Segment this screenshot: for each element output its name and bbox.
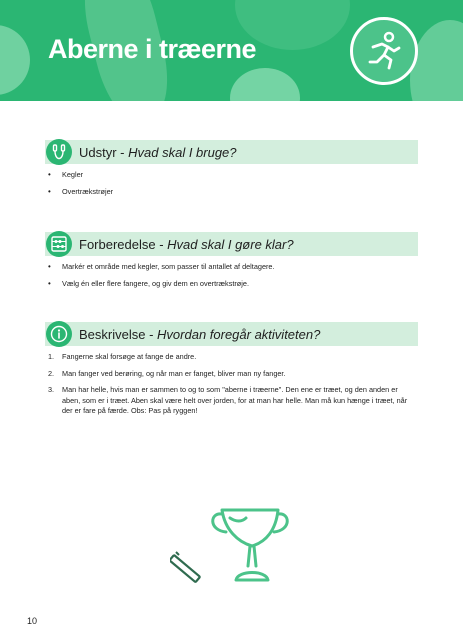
jump-rope-icon	[46, 139, 72, 165]
section-title-text: Beskrivelse -	[79, 327, 158, 342]
list-item	[48, 385, 418, 417]
section-title-text: Udstyr -	[79, 145, 129, 160]
list-item-number: 2.	[48, 368, 55, 378]
list-item: • Vælg én eller flere fangere, og giv dem en overtrækstrøje.	[48, 275, 275, 292]
section-subtitle-text: Hvad skal I gøre klar?	[167, 237, 294, 252]
decorative-shape	[230, 68, 300, 101]
trophy-icon	[213, 510, 288, 580]
page-number: 10	[27, 616, 38, 626]
list-item-text: Man har helle, hvis man er sammen to og to som "aberne i træerne". Den ene er træet, og den anden er aben, som er i træet. Aben skal være helt over jorden, for at man har helle. Man må kun hænge i træet, når der er fare på færde. Obs: Pas på ryggen!	[62, 385, 408, 415]
section-title-beskrivelse	[79, 327, 320, 342]
section-title-text: Forberedelse -	[79, 237, 168, 252]
section-subtitle-text: Hvad skal I bruge?	[128, 145, 237, 160]
list-item	[48, 369, 418, 380]
pencil-icon	[170, 552, 200, 582]
section-subtitle-text: Hvordan foregår aktiviteten?	[157, 327, 321, 342]
list-item-number: 3.	[48, 385, 55, 394]
header-banner	[0, 0, 463, 101]
info-icon	[46, 321, 72, 347]
abacus-icon	[46, 231, 72, 257]
decorative-shape	[410, 20, 463, 101]
list-item: • Markér et område med kegler, som passer til antallet af deltagere.	[48, 258, 275, 275]
section-title-forberedelse	[79, 237, 294, 252]
list-item: • Overtrækstrøjer	[48, 183, 113, 200]
preparation-list	[48, 258, 275, 292]
trophy-illustration	[170, 500, 300, 590]
page-title: Aberne i træerne	[48, 34, 257, 64]
list-item-number: 1.	[48, 352, 55, 361]
decorative-shape	[0, 25, 30, 95]
description-list	[48, 352, 418, 423]
list-item: • Kegler	[48, 166, 113, 183]
list-item-text: Man fanger ved berøring, og når man er fanget, bliver man ny fanger.	[62, 368, 286, 378]
section-title-udstyr	[79, 145, 237, 160]
list-item-text: Fangerne skal forsøge at fange de andre.	[62, 352, 197, 361]
equipment-list	[48, 166, 113, 200]
running-person-icon	[350, 17, 418, 85]
list-item	[48, 352, 418, 363]
